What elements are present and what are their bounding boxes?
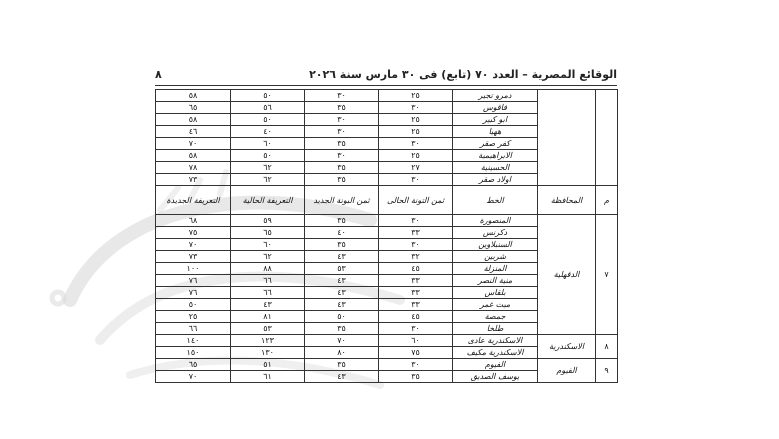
old-ticket-cell: ٣٣	[379, 275, 453, 287]
new-ticket-cell: ٣٠	[305, 90, 379, 102]
new-tariff-cell: ٧٨	[156, 162, 231, 174]
header-rule	[155, 85, 617, 86]
column-header: الخط	[453, 186, 538, 215]
line-cell: المنزلة	[453, 263, 538, 275]
new-tariff-cell: ٧٣	[156, 251, 231, 263]
new-ticket-cell: ٣٠	[305, 150, 379, 162]
old-tariff-cell: ٦٢	[231, 162, 305, 174]
new-tariff-cell: ٧٣	[156, 174, 231, 186]
new-ticket-cell: ٣٥	[305, 174, 379, 186]
new-tariff-cell: ٢٥	[156, 311, 231, 323]
serial-cell: ٧	[596, 215, 618, 335]
old-tariff-cell: ٤٠	[231, 126, 305, 138]
line-cell: طلخا	[453, 323, 538, 335]
new-ticket-cell: ٤٠	[305, 227, 379, 239]
old-ticket-cell: ٣٠	[379, 359, 453, 371]
new-ticket-cell: ٤٣	[305, 299, 379, 311]
new-tariff-cell: ٧٦	[156, 275, 231, 287]
old-ticket-cell: ٢٥	[379, 150, 453, 162]
line-cell: ابو كبير	[453, 114, 538, 126]
new-ticket-cell: ٥٣	[305, 263, 379, 275]
page-header	[155, 68, 617, 86]
old-ticket-cell: ٣٢	[379, 251, 453, 263]
old-tariff-cell: ٦٠	[231, 138, 305, 150]
new-ticket-cell: ٣٥	[305, 359, 379, 371]
line-cell: فاقوس	[453, 102, 538, 114]
new-ticket-cell: ٣٠	[305, 126, 379, 138]
old-tariff-cell: ٨١	[231, 311, 305, 323]
line-cell: دمرو تجير	[453, 90, 538, 102]
new-tariff-cell: ٥٨	[156, 90, 231, 102]
new-tariff-cell: ٧٠	[156, 371, 231, 383]
column-header: ثمن البونة الجديد	[305, 186, 379, 215]
serial-cell: ٩	[596, 359, 618, 383]
line-cell: دكرنس	[453, 227, 538, 239]
new-tariff-cell: ٧٦	[156, 287, 231, 299]
line-cell: منية النصر	[453, 275, 538, 287]
old-ticket-cell: ٢٥	[379, 90, 453, 102]
serial-cell: ٨	[596, 335, 618, 359]
line-cell: الاسكندرية مكيف	[453, 347, 538, 359]
new-ticket-cell: ٤٣	[305, 251, 379, 263]
governorate-cell	[538, 90, 596, 186]
old-tariff-cell: ٦٦	[231, 287, 305, 299]
table-row	[156, 359, 618, 371]
old-ticket-cell: ٧٥	[379, 347, 453, 359]
old-ticket-cell: ٣٠	[379, 239, 453, 251]
new-tariff-cell: ١٤٠	[156, 335, 231, 347]
line-cell: الفيوم	[453, 359, 538, 371]
old-ticket-cell: ٣٣	[379, 227, 453, 239]
old-ticket-cell: ٣٠	[379, 323, 453, 335]
table-row	[156, 215, 618, 227]
serial-cell	[596, 90, 618, 186]
old-tariff-cell: ٨٨	[231, 263, 305, 275]
new-ticket-cell: ٣٥	[305, 162, 379, 174]
line-cell: شربين	[453, 251, 538, 263]
old-tariff-cell: ١٣٠	[231, 347, 305, 359]
line-cell: جمصة	[453, 311, 538, 323]
line-cell: السنبلاوين	[453, 239, 538, 251]
old-tariff-cell: ٥١	[231, 359, 305, 371]
old-ticket-cell: ٣٥	[379, 371, 453, 383]
column-header: ثمن التونة الحالى	[379, 186, 453, 215]
new-ticket-cell: ٥٠	[305, 311, 379, 323]
table-row	[156, 335, 618, 347]
new-ticket-cell: ٤٣	[305, 371, 379, 383]
old-tariff-cell: ٥٠	[231, 90, 305, 102]
line-cell: يوسف الصديق	[453, 371, 538, 383]
new-ticket-cell: ٤٣	[305, 287, 379, 299]
old-tariff-cell: ١٢٣	[231, 335, 305, 347]
line-cell: اولاد صقر	[453, 174, 538, 186]
old-tariff-cell: ٦٢	[231, 251, 305, 263]
new-tariff-cell: ٥٠	[156, 299, 231, 311]
old-ticket-cell: ٢٥	[379, 126, 453, 138]
table-row	[156, 90, 618, 102]
new-tariff-cell: ٥٨	[156, 114, 231, 126]
new-tariff-cell: ٥٨	[156, 150, 231, 162]
new-tariff-cell: ٧٠	[156, 138, 231, 150]
governorate-cell: الاسكندرية	[538, 335, 596, 359]
old-tariff-cell: ٦١	[231, 371, 305, 383]
column-header-row	[156, 186, 618, 215]
old-tariff-cell: ٥٠	[231, 114, 305, 126]
new-ticket-cell: ٣٥	[305, 215, 379, 227]
line-cell: المنصورة	[453, 215, 538, 227]
old-ticket-cell: ٣٠	[379, 102, 453, 114]
old-tariff-cell: ٥٠	[231, 150, 305, 162]
old-tariff-cell: ٦٥	[231, 227, 305, 239]
new-tariff-cell: ٧٥	[156, 227, 231, 239]
line-cell: بلقاس	[453, 287, 538, 299]
governorate-cell: الفيوم	[538, 359, 596, 383]
column-header: المحافظة	[538, 186, 596, 215]
old-ticket-cell: ٣٠	[379, 138, 453, 150]
new-tariff-cell: ٦٦	[156, 323, 231, 335]
old-tariff-cell: ٦٦	[231, 275, 305, 287]
new-tariff-cell: ١٥٠	[156, 347, 231, 359]
gazette-title: الوقائع المصرية – العدد ٧٠ (تابع) فى ٣٠ مارس سنة ٢٠٢٦	[309, 68, 617, 81]
line-cell: الاسكندرية عادى	[453, 335, 538, 347]
line-cell: الحسينية	[453, 162, 538, 174]
new-ticket-cell: ٤٣	[305, 275, 379, 287]
new-tariff-cell: ٧٠	[156, 239, 231, 251]
old-ticket-cell: ٣٠	[379, 174, 453, 186]
line-cell: ميت غمر	[453, 299, 538, 311]
line-cell: ههيا	[453, 126, 538, 138]
old-tariff-cell: ٥٦	[231, 102, 305, 114]
new-tariff-cell: ٤٦	[156, 126, 231, 138]
old-tariff-cell: ٥٣	[231, 323, 305, 335]
old-ticket-cell: ٦٠	[379, 335, 453, 347]
old-ticket-cell: ٤٥	[379, 263, 453, 275]
new-ticket-cell: ٨٠	[305, 347, 379, 359]
old-tariff-cell: ٤٣	[231, 299, 305, 311]
new-ticket-cell: ٣٥	[305, 239, 379, 251]
line-cell: الابراهيمية	[453, 150, 538, 162]
new-ticket-cell: ٣٥	[305, 102, 379, 114]
new-tariff-cell: ٦٥	[156, 102, 231, 114]
old-ticket-cell: ٣٣	[379, 287, 453, 299]
column-header: التعريفة الجديدة	[156, 186, 231, 215]
old-ticket-cell: ٣٠	[379, 215, 453, 227]
new-tariff-cell: ١٠٠	[156, 263, 231, 275]
governorate-cell: الدقهلية	[538, 215, 596, 335]
old-tariff-cell: ٥٩	[231, 215, 305, 227]
old-ticket-cell: ٢٧	[379, 162, 453, 174]
new-tariff-cell: ٦٥	[156, 359, 231, 371]
fare-table	[155, 89, 618, 383]
page-number: ٨	[155, 68, 162, 81]
new-ticket-cell: ٧٠	[305, 335, 379, 347]
old-ticket-cell: ٤٥	[379, 311, 453, 323]
new-ticket-cell: ٣٥	[305, 138, 379, 150]
new-tariff-cell: ٦٨	[156, 215, 231, 227]
old-tariff-cell: ٦٢	[231, 174, 305, 186]
line-cell: كفر صقر	[453, 138, 538, 150]
old-tariff-cell: ٦٠	[231, 239, 305, 251]
old-ticket-cell: ٢٥	[379, 114, 453, 126]
new-ticket-cell: ٣٥	[305, 323, 379, 335]
column-header: م	[596, 186, 618, 215]
column-header: التعريفة الحالية	[231, 186, 305, 215]
new-ticket-cell: ٣٠	[305, 114, 379, 126]
old-ticket-cell: ٣٣	[379, 299, 453, 311]
